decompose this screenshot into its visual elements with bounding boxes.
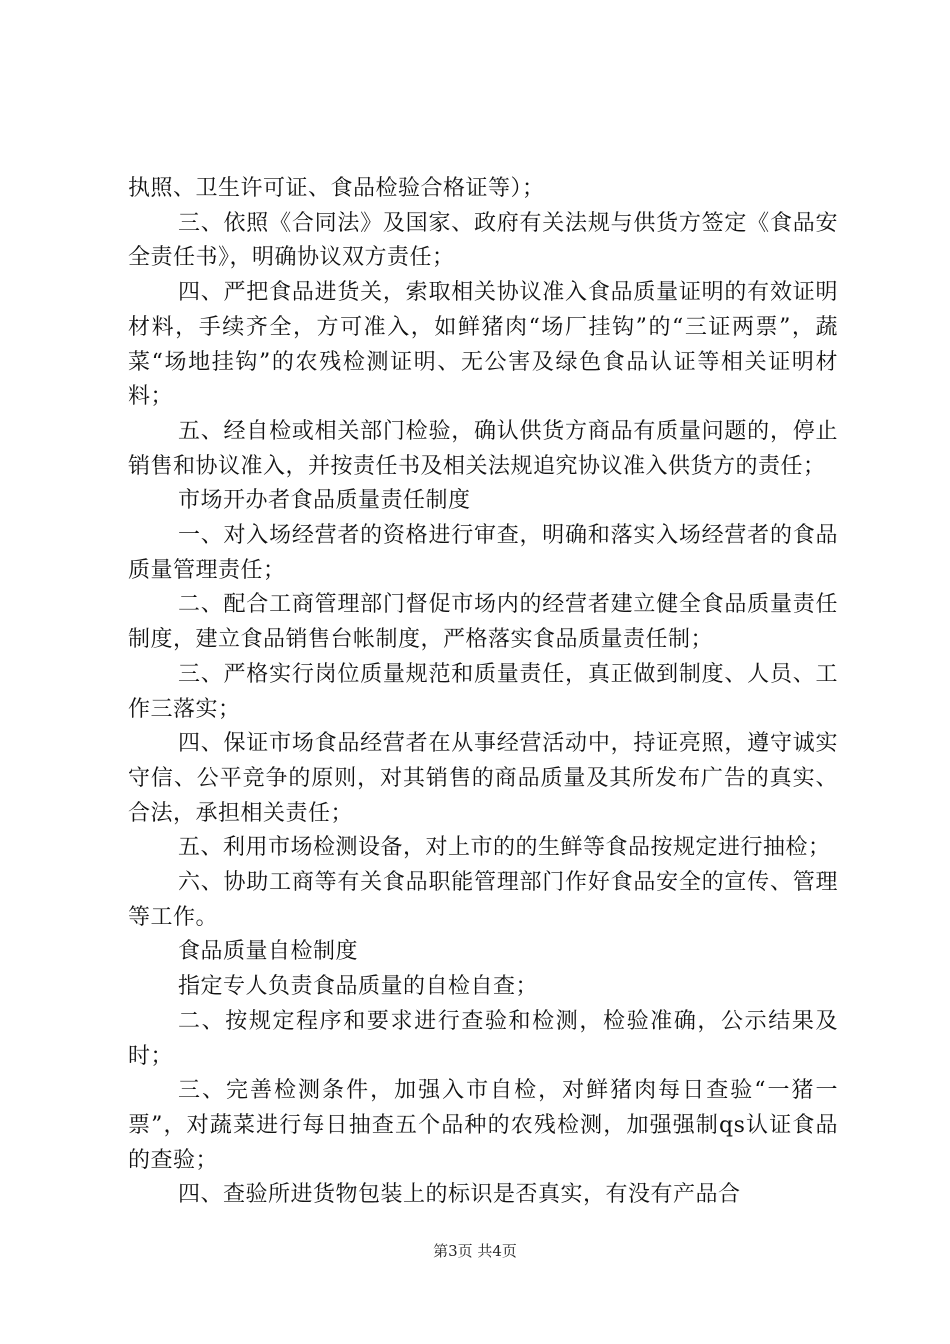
paragraph: 六、协助工商等有关食品职能管理部门作好食品安全的宣传、管理等工作。	[128, 870, 838, 930]
paragraph: 三、依照《合同法》及国家、政府有关法规与供货方签定《食品安全责任书》，明确协议双方责任；	[128, 210, 838, 271]
document-body	[128, 172, 838, 1213]
paragraph: 四、严把食品进货关，索取相关协议准入食品质量证明的有效证明材料，手续齐全，方可准入，如鲜猪肉“场厂挂钩”的“三证两票”，蔬菜“场地挂钩”的农残检测证明、无公害及绿色食品认证等相关证明材料；	[128, 280, 838, 410]
paragraph: 三、严格实行岗位质量规范和质量责任，真正做到制度、人员、工作三落实；	[128, 661, 838, 722]
section-heading: 食品质量自检制度	[178, 939, 359, 965]
paragraph: 三、完善检测条件，加强入市自检，对鲜猪肉每日查验“一猪一票”，对蔬菜进行每日抽查五个品种的农残检测，加强强制qs认证食品的查验；	[128, 1078, 838, 1173]
page-number-footer: 第3页 共4页	[433, 1242, 517, 1260]
paragraph: 执照、卫生许可证、食品检验合格证等）；	[128, 176, 545, 201]
paragraph: 一、对入场经营者的资格进行审查，明确和落实入场经营者的食品质量管理责任；	[128, 523, 838, 583]
section-heading: 市场开办者食品质量责任制度	[178, 488, 471, 514]
paragraph: 四、查验所进货物包装上的标识是否真实，有没有产品合	[178, 1182, 741, 1208]
paragraph: 四、保证市场食品经营者在从事经营活动中，持证亮照，遵守诚实守信、公平竞争的原则，对其销售的商品质量及其所发布广告的真实、合法，承担相关责任；	[128, 731, 838, 826]
paragraph: 二、配合工商管理部门督促市场内的经营者建立健全食品质量责任制度，建立食品销售台帐制度，严格落实食品质量责任制；	[128, 592, 838, 653]
paragraph: 五、利用市场检测设备，对上市的的生鲜等食品按规定进行抽检；	[178, 835, 831, 861]
paragraph: 二、按规定程序和要求进行查验和检测，检验准确，公示结果及时；	[128, 1008, 838, 1069]
paragraph: 五、经自检或相关部门检验，确认供货方商品有质量问题的，停止销售和协议准入，并按责任书及相关法规追究协议准入供货方的责任；	[128, 418, 838, 479]
paragraph: 指定专人负责食品质量的自检自查；	[178, 974, 539, 1000]
